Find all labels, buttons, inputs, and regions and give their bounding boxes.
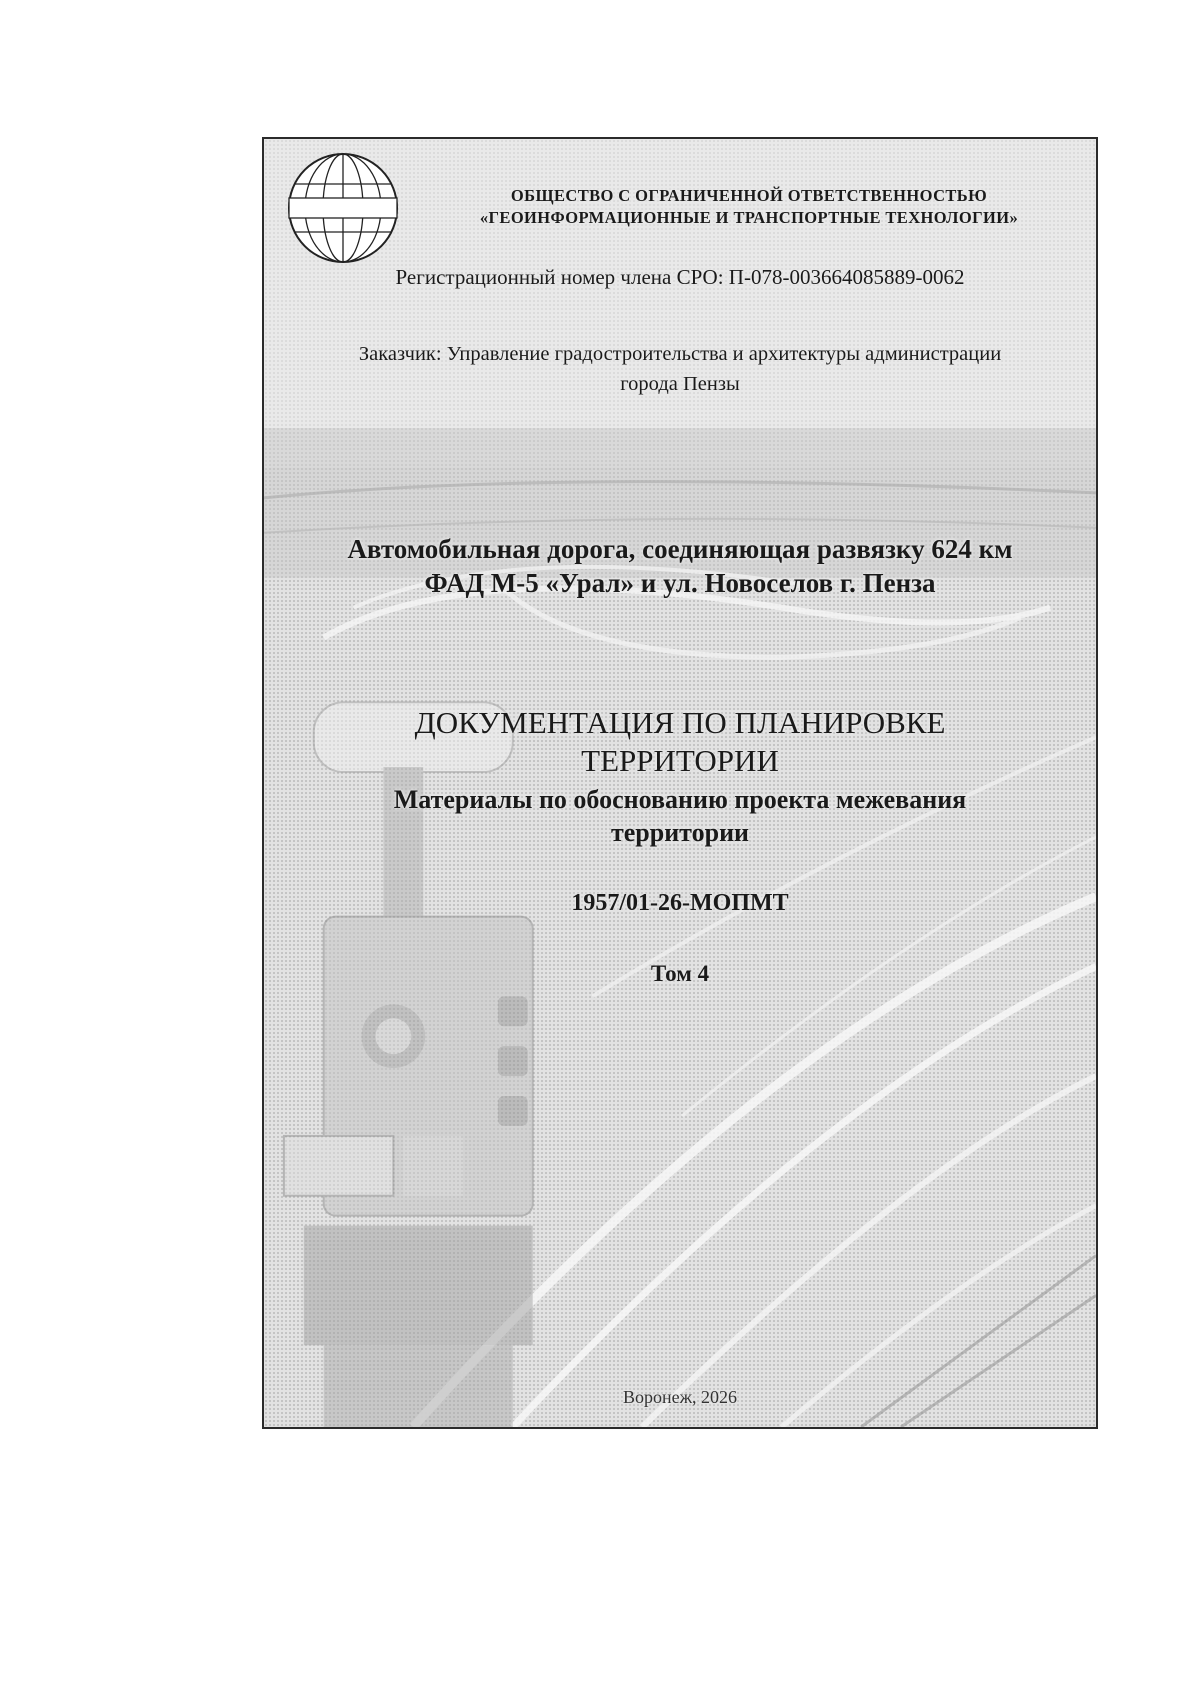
document-subtitle xyxy=(264,783,1096,849)
document-type-line1: ДОКУМЕНТАЦИЯ ПО ПЛАНИРОВКЕ xyxy=(414,705,946,740)
document-type-line2: ТЕРРИТОРИИ xyxy=(581,743,779,778)
object-name xyxy=(264,532,1096,600)
object-name-line2: ФАД М-5 «Урал» и ул. Новоселов г. Пенза xyxy=(424,568,936,598)
document-subtitle-line1: Материалы по обоснованию проекта межевания xyxy=(393,785,967,814)
document-type xyxy=(264,704,1096,780)
document-subtitle-line2: территории xyxy=(610,818,750,847)
organization-name-line1: ОБЩЕСТВО С ОГРАНИЧЕННОЙ ОТВЕТСТВЕННОСТЬЮ xyxy=(510,186,988,205)
volume-number: Том 4 xyxy=(650,961,710,986)
object-name-line1: Автомобильная дорога, соединяющая развязку 624 км xyxy=(347,534,1013,564)
customer-block xyxy=(264,339,1096,399)
organization-name xyxy=(414,185,1084,229)
customer-line1: Заказчик: Управление градостроительства и архитектуры администрации xyxy=(358,343,1002,365)
organization-name-line2: «ГЕОИНФОРМАЦИОННЫЕ И ТРАНСПОРТНЫЕ ТЕХНОЛОГИИ» xyxy=(479,208,1019,227)
registration-number: Регистрационный номер члена СРО: П-078-003664085889-0062 xyxy=(395,265,965,289)
place-and-year: Воронеж, 2026 xyxy=(622,1387,738,1407)
company-logo-globe-icon xyxy=(284,149,402,267)
customer-line2: города Пензы xyxy=(620,373,740,395)
title-page-cover xyxy=(262,137,1098,1429)
document-code: 1957/01-26-МОПМТ xyxy=(571,890,789,916)
